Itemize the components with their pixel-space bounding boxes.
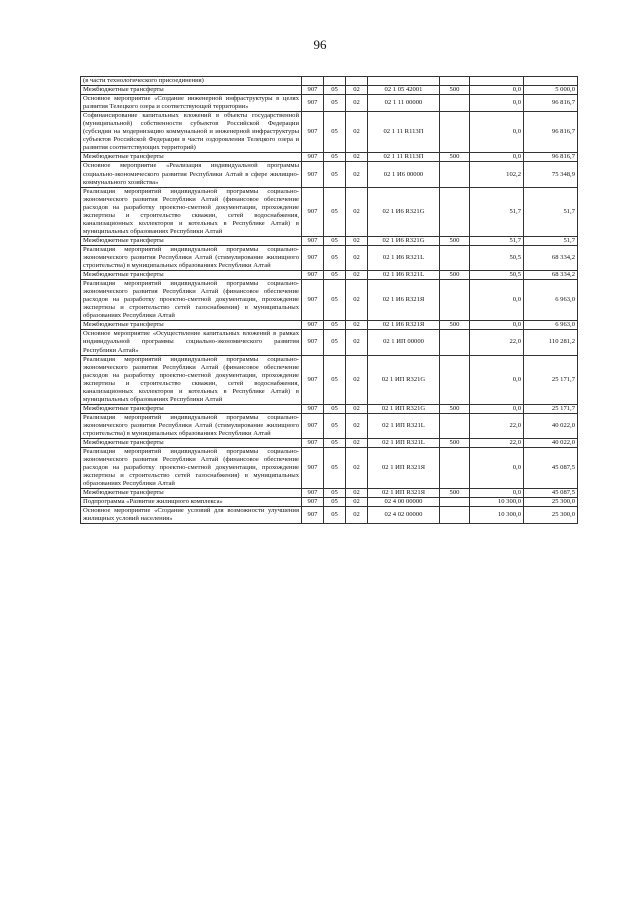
- row-name-cell: Межбюджетные трансферты: [81, 153, 302, 162]
- row-expense-type-cell: 500: [440, 271, 470, 280]
- row-expense-type-cell: [440, 112, 470, 153]
- row-subsection-code-cell: 02: [346, 112, 368, 153]
- row-ministry-code-cell: 907: [302, 355, 324, 404]
- row-target-article-cell: 02 1 ИП R321G: [368, 355, 440, 404]
- row-ministry-code-cell: [302, 77, 324, 86]
- row-target-article-cell: 02 1 11 R113П: [368, 112, 440, 153]
- row-subsection-code-cell: 02: [346, 413, 368, 438]
- row-name-cell: Основное мероприятие «Создание условий для возможности улучшения жилищных условий населения»: [81, 507, 302, 524]
- row-expense-type-cell: [440, 77, 470, 86]
- row-amount-year2-cell: 45 087,5: [524, 489, 578, 498]
- table-row: [81, 95, 578, 112]
- row-name-cell: Софинансирование капитальных вложений в объекты государственной (муниципальной) собственности субъектов Российской Федерации (субсидии на модернизацию коммунальной и инженерной инфраструктуры субъектов Российской Федерации в части оздоровления Телецкого озера и развития соответствующих территорий): [81, 112, 302, 153]
- row-amount-year1-cell: 0,0: [470, 404, 524, 413]
- row-amount-year1-cell: 0,0: [470, 280, 524, 321]
- row-ministry-code-cell: 907: [302, 187, 324, 236]
- row-section-code-cell: 05: [324, 245, 346, 270]
- row-subsection-code-cell: 02: [346, 271, 368, 280]
- table-row: [81, 498, 578, 507]
- row-subsection-code-cell: 02: [346, 489, 368, 498]
- row-expense-type-cell: 500: [440, 86, 470, 95]
- row-ministry-code-cell: 907: [302, 404, 324, 413]
- row-expense-type-cell: [440, 330, 470, 355]
- row-ministry-code-cell: 907: [302, 245, 324, 270]
- row-name-cell: Межбюджетные трансферты: [81, 236, 302, 245]
- row-amount-year2-cell: 40 022,0: [524, 439, 578, 448]
- row-subsection-code-cell: 02: [346, 404, 368, 413]
- table-row: [81, 355, 578, 404]
- row-amount-year1-cell: 0,0: [470, 489, 524, 498]
- row-expense-type-cell: [440, 187, 470, 236]
- row-section-code-cell: 05: [324, 271, 346, 280]
- row-amount-year1-cell: 22,0: [470, 439, 524, 448]
- row-amount-year1-cell: 10 300,0: [470, 507, 524, 524]
- row-amount-year1-cell: 10 300,0: [470, 498, 524, 507]
- table-row: [81, 162, 578, 187]
- row-target-article-cell: 02 1 И6 R321Я: [368, 280, 440, 321]
- row-target-article-cell: 02 1 ИП R321L: [368, 439, 440, 448]
- row-expense-type-cell: [440, 448, 470, 489]
- row-ministry-code-cell: 907: [302, 498, 324, 507]
- row-amount-year2-cell: 110 281,2: [524, 330, 578, 355]
- row-subsection-code-cell: 02: [346, 330, 368, 355]
- row-subsection-code-cell: 02: [346, 448, 368, 489]
- row-section-code-cell: 05: [324, 153, 346, 162]
- row-amount-year1-cell: 50,5: [470, 271, 524, 280]
- row-amount-year2-cell: 6 963,0: [524, 280, 578, 321]
- row-ministry-code-cell: 907: [302, 162, 324, 187]
- row-section-code-cell: 05: [324, 187, 346, 236]
- row-target-article-cell: 02 4 00 00000: [368, 498, 440, 507]
- row-amount-year2-cell: 96 816,7: [524, 112, 578, 153]
- row-amount-year1-cell: [470, 77, 524, 86]
- row-section-code-cell: 05: [324, 95, 346, 112]
- row-amount-year1-cell: 102,2: [470, 162, 524, 187]
- row-target-article-cell: 02 1 ИП R321G: [368, 404, 440, 413]
- row-expense-type-cell: [440, 280, 470, 321]
- row-subsection-code-cell: 02: [346, 280, 368, 321]
- row-subsection-code-cell: 02: [346, 355, 368, 404]
- row-section-code-cell: 05: [324, 236, 346, 245]
- table-row: [81, 280, 578, 321]
- row-expense-type-cell: [440, 162, 470, 187]
- row-ministry-code-cell: 907: [302, 112, 324, 153]
- table-row: [81, 413, 578, 438]
- row-name-cell: Реализация мероприятий индивидуальной программы социально-экономического развития Республики Алтай (финансовое обеспечение расходов на разработку проектно-сметной документации, прохождение экспертизы и строительство скважин, сетей водоснабжения, канализационных коллекторов и котельных в Республике Алтай) в муниципальных образованиях Республики Алтай: [81, 187, 302, 236]
- row-amount-year1-cell: 0,0: [470, 112, 524, 153]
- row-subsection-code-cell: 02: [346, 162, 368, 187]
- row-section-code-cell: 05: [324, 413, 346, 438]
- row-ministry-code-cell: 907: [302, 95, 324, 112]
- table-row: [81, 86, 578, 95]
- row-name-cell: Межбюджетные трансферты: [81, 404, 302, 413]
- row-expense-type-cell: 500: [440, 404, 470, 413]
- row-expense-type-cell: 500: [440, 439, 470, 448]
- row-ministry-code-cell: 907: [302, 413, 324, 438]
- row-expense-type-cell: 500: [440, 236, 470, 245]
- row-amount-year2-cell: 68 334,2: [524, 245, 578, 270]
- row-amount-year2-cell: 5 000,0: [524, 86, 578, 95]
- row-section-code-cell: 05: [324, 489, 346, 498]
- row-target-article-cell: 02 1 ИП R321Я: [368, 489, 440, 498]
- row-amount-year1-cell: 50,5: [470, 245, 524, 270]
- row-target-article-cell: 02 1 ИП R321Я: [368, 448, 440, 489]
- row-section-code-cell: 05: [324, 404, 346, 413]
- row-name-cell: Межбюджетные трансферты: [81, 86, 302, 95]
- row-target-article-cell: 02 1 11 00000: [368, 95, 440, 112]
- row-amount-year1-cell: 0,0: [470, 86, 524, 95]
- row-subsection-code-cell: 02: [346, 153, 368, 162]
- row-amount-year1-cell: 0,0: [470, 153, 524, 162]
- row-name-cell: Реализация мероприятий индивидуальной программы социально-экономического развития Республики Алтай (стимулирование жилищного строительства) в муниципальных образованиях Республики Алтай: [81, 413, 302, 438]
- row-ministry-code-cell: 907: [302, 321, 324, 330]
- row-amount-year2-cell: 25 300,0: [524, 498, 578, 507]
- row-name-cell: Реализация мероприятий индивидуальной программы социально-экономического развития Республики Алтай (финансовое обеспечение расходов на разработку проектно-сметной документации, прохождение экспертизы и строительство сетей газоснабжения) в муниципальных образованиях Республики Алтай: [81, 280, 302, 321]
- row-amount-year1-cell: 0,0: [470, 95, 524, 112]
- row-section-code-cell: 05: [324, 112, 346, 153]
- row-section-code-cell: 05: [324, 86, 346, 95]
- row-name-cell: (в части технологического присоединения): [81, 77, 302, 86]
- table-row: [81, 439, 578, 448]
- table-row: [81, 77, 578, 86]
- row-amount-year2-cell: 51,7: [524, 236, 578, 245]
- row-name-cell: Реализация мероприятий индивидуальной программы социально-экономического развития Республики Алтай (финансовое обеспечение расходов на разработку проектно-сметной документации, прохождение экспертизы и строительство сетей газоснабжения) в муниципальных образованиях Республики Алтай: [81, 448, 302, 489]
- table-row: [81, 112, 578, 153]
- row-name-cell: Реализация мероприятий индивидуальной программы социально-экономического развития Республики Алтай (финансовое обеспечение расходов на разработку проектно-сметной документации, прохождение экспертизы и строительство скважин, сетей водоснабжения, канализационных коллекторов и котельных в Республике Алтай) в муниципальных образованиях Республики Алтай: [81, 355, 302, 404]
- row-section-code-cell: 05: [324, 498, 346, 507]
- row-amount-year1-cell: 22,0: [470, 330, 524, 355]
- row-name-cell: Реализация мероприятий индивидуальной программы социально-экономического развития Республики Алтай (стимулирование жилищного строительства) в муниципальных образованиях Республики Алтай: [81, 245, 302, 270]
- table-row: [81, 271, 578, 280]
- row-target-article-cell: 02 1 И6 R321G: [368, 187, 440, 236]
- row-target-article-cell: 02 1 11 R113П: [368, 153, 440, 162]
- row-target-article-cell: 02 1 И6 R321G: [368, 236, 440, 245]
- row-section-code-cell: 05: [324, 280, 346, 321]
- row-section-code-cell: 05: [324, 330, 346, 355]
- row-amount-year2-cell: 68 334,2: [524, 271, 578, 280]
- row-amount-year1-cell: 51,7: [470, 236, 524, 245]
- table-row: [81, 321, 578, 330]
- row-name-cell: Межбюджетные трансферты: [81, 271, 302, 280]
- row-subsection-code-cell: 02: [346, 245, 368, 270]
- row-amount-year2-cell: 25 171,7: [524, 355, 578, 404]
- row-target-article-cell: [368, 77, 440, 86]
- row-section-code-cell: 05: [324, 162, 346, 187]
- row-amount-year2-cell: 96 816,7: [524, 153, 578, 162]
- row-target-article-cell: 02 4 02 00000: [368, 507, 440, 524]
- row-section-code-cell: 05: [324, 321, 346, 330]
- row-target-article-cell: 02 1 И6 R321L: [368, 245, 440, 270]
- row-amount-year1-cell: 51,7: [470, 187, 524, 236]
- row-expense-type-cell: [440, 355, 470, 404]
- row-ministry-code-cell: 907: [302, 271, 324, 280]
- row-name-cell: Межбюджетные трансферты: [81, 439, 302, 448]
- row-name-cell: Межбюджетные трансферты: [81, 489, 302, 498]
- row-subsection-code-cell: 02: [346, 321, 368, 330]
- row-ministry-code-cell: 907: [302, 330, 324, 355]
- row-subsection-code-cell: 02: [346, 86, 368, 95]
- row-amount-year2-cell: 6 963,0: [524, 321, 578, 330]
- table-row: [81, 404, 578, 413]
- row-name-cell: Подпрограмма «Развитие жилищного комплекса»: [81, 498, 302, 507]
- table-row: [81, 489, 578, 498]
- row-subsection-code-cell: [346, 77, 368, 86]
- row-amount-year2-cell: 75 348,9: [524, 162, 578, 187]
- table-row: [81, 245, 578, 270]
- row-ministry-code-cell: 907: [302, 86, 324, 95]
- row-name-cell: Основное мероприятие «Осуществление капитальных вложений в рамках индивидуальной программы социально-экономического развития Республики Алтай»: [81, 330, 302, 355]
- row-ministry-code-cell: 907: [302, 153, 324, 162]
- row-name-cell: Межбюджетные трансферты: [81, 321, 302, 330]
- row-section-code-cell: 05: [324, 439, 346, 448]
- row-section-code-cell: 05: [324, 448, 346, 489]
- budget-table: [80, 76, 578, 524]
- row-target-article-cell: 02 1 ИП R321L: [368, 413, 440, 438]
- row-target-article-cell: 02 1 ИП 00000: [368, 330, 440, 355]
- row-expense-type-cell: 500: [440, 489, 470, 498]
- row-amount-year2-cell: [524, 77, 578, 86]
- row-ministry-code-cell: 907: [302, 489, 324, 498]
- page-number: 96: [313, 37, 327, 52]
- row-expense-type-cell: [440, 507, 470, 524]
- row-amount-year1-cell: 22,0: [470, 413, 524, 438]
- row-target-article-cell: 02 1 05 42001: [368, 86, 440, 95]
- row-section-code-cell: 05: [324, 507, 346, 524]
- row-target-article-cell: 02 1 И6 R321L: [368, 271, 440, 280]
- row-amount-year2-cell: 25 300,0: [524, 507, 578, 524]
- row-subsection-code-cell: 02: [346, 95, 368, 112]
- row-section-code-cell: 05: [324, 355, 346, 404]
- table-row: [81, 187, 578, 236]
- row-expense-type-cell: [440, 413, 470, 438]
- row-ministry-code-cell: 907: [302, 448, 324, 489]
- row-expense-type-cell: [440, 95, 470, 112]
- row-subsection-code-cell: 02: [346, 507, 368, 524]
- row-target-article-cell: 02 1 И6 R321Я: [368, 321, 440, 330]
- table-row: [81, 236, 578, 245]
- row-expense-type-cell: 500: [440, 153, 470, 162]
- row-amount-year2-cell: 96 816,7: [524, 95, 578, 112]
- row-amount-year2-cell: 45 087,5: [524, 448, 578, 489]
- row-expense-type-cell: [440, 245, 470, 270]
- row-name-cell: Основное мероприятие «Реализация индивидуальной программы социально-экономического развития Республики Алтай в сфере жилищно-коммунального хозяйства»: [81, 162, 302, 187]
- table-row: [81, 153, 578, 162]
- row-ministry-code-cell: 907: [302, 280, 324, 321]
- row-subsection-code-cell: 02: [346, 236, 368, 245]
- row-amount-year2-cell: 25 171,7: [524, 404, 578, 413]
- row-ministry-code-cell: 907: [302, 236, 324, 245]
- row-amount-year1-cell: 0,0: [470, 321, 524, 330]
- row-section-code-cell: [324, 77, 346, 86]
- row-expense-type-cell: [440, 498, 470, 507]
- row-subsection-code-cell: 02: [346, 439, 368, 448]
- row-subsection-code-cell: 02: [346, 498, 368, 507]
- row-target-article-cell: 02 1 И6 00000: [368, 162, 440, 187]
- budget-table-body: [81, 77, 578, 524]
- row-amount-year1-cell: 0,0: [470, 355, 524, 404]
- row-ministry-code-cell: 907: [302, 507, 324, 524]
- row-amount-year2-cell: 40 022,0: [524, 413, 578, 438]
- table-row: [81, 448, 578, 489]
- row-expense-type-cell: 500: [440, 321, 470, 330]
- row-amount-year1-cell: 0,0: [470, 448, 524, 489]
- row-amount-year2-cell: 51,7: [524, 187, 578, 236]
- row-subsection-code-cell: 02: [346, 187, 368, 236]
- row-ministry-code-cell: 907: [302, 439, 324, 448]
- table-row: [81, 507, 578, 524]
- row-name-cell: Основное мероприятие «Создание инженерной инфраструктуры в целях развития Телецкого озера и соответствующей территории»: [81, 95, 302, 112]
- table-row: [81, 330, 578, 355]
